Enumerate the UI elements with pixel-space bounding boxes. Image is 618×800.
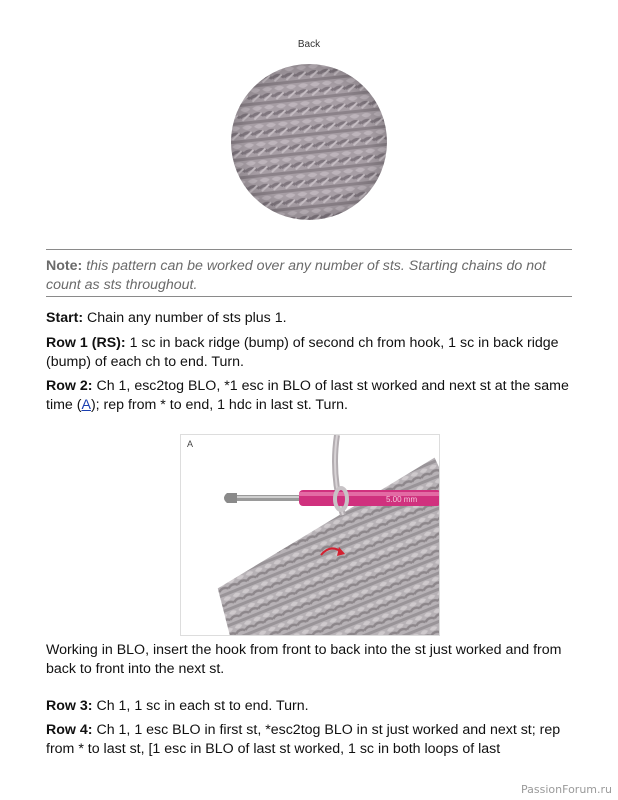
row1-text: 1 sc in back ridge (bump) of second ch from hook, 1 sc in back ridge (bump) of each ch to end. Turn.: [46, 335, 559, 370]
note-text: this pattern can be worked over any number of sts. Starting chains do not count as sts throughout.: [46, 258, 546, 293]
row3-label: Row 3:: [46, 698, 93, 714]
row2-text-b: ); rep from * to end, 1 hdc in last st. Turn.: [90, 397, 349, 413]
start-label: Start:: [46, 310, 84, 326]
note-block: [46, 257, 572, 295]
note-bottom-rule: [46, 296, 572, 297]
note-label: Note:: [46, 258, 83, 274]
row4-label: Row 4:: [46, 722, 93, 738]
row2-text-a: Ch 1, esc2tog BLO, *1 esc in BLO of last st worked and next st at the same time (: [46, 378, 569, 413]
row3-text: Ch 1, 1 sc in each st to end. Turn.: [96, 698, 309, 714]
swatch-caption: Back: [297, 39, 321, 50]
swatch-back-image: [231, 64, 387, 220]
row4-instruction: [46, 721, 576, 759]
note-top-rule: [46, 249, 572, 250]
figure-a-link[interactable]: A: [81, 397, 91, 413]
start-instruction: [46, 309, 576, 328]
row2-instruction: [46, 377, 576, 415]
row4-text: Ch 1, 1 esc BLO in first st, *esc2tog BLO in st just worked and next st; rep from * to last st, [1 esc in BLO of last st worked, 1 sc in both loops of last: [46, 722, 561, 757]
figure-a-label: A: [187, 439, 194, 449]
row1-instruction: [46, 334, 576, 372]
row1-label: Row 1 (RS):: [46, 335, 126, 351]
start-text: Chain any number of sts plus 1.: [87, 310, 287, 326]
figure-a-photo: [180, 434, 440, 636]
photo-caption: Working in BLO, insert the hook from front to back into the st just worked and from back to front into the next st.: [46, 642, 562, 677]
row2-label: Row 2:: [46, 378, 93, 394]
row3-instruction: [46, 697, 576, 716]
hook-size-text: 5.00 mm: [386, 495, 418, 504]
watermark: PassionForum.ru: [521, 783, 612, 796]
